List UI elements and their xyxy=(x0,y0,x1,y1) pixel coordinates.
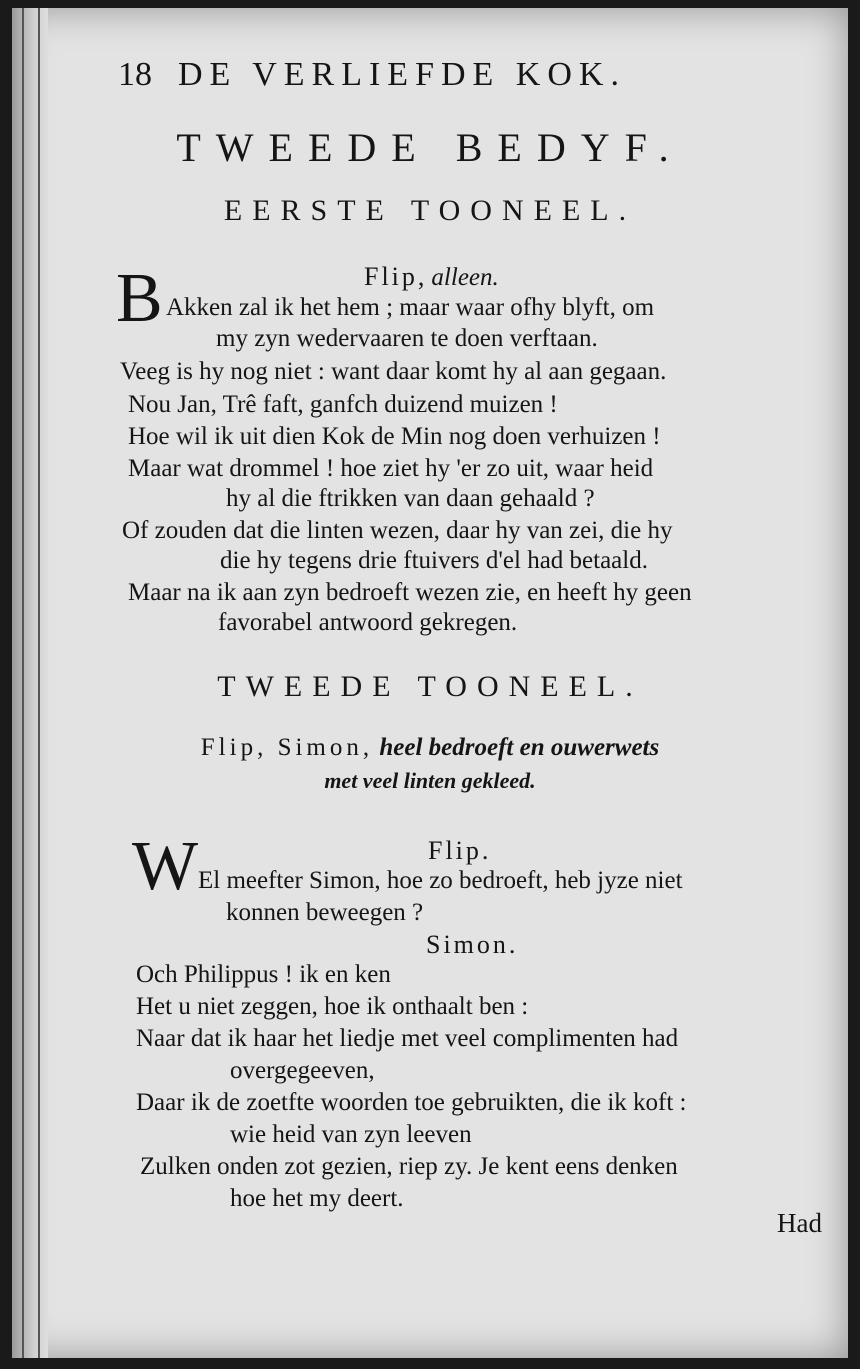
drop-cap: B xyxy=(116,260,163,337)
drop-cap: W xyxy=(132,828,199,905)
speaker-name: Flip. xyxy=(428,836,492,865)
verse-line: Maar wat drommel ! hoe ziet hy 'er zo uit, waar heid xyxy=(128,455,654,482)
speaker-name: Simon. xyxy=(426,930,519,959)
running-title: DE VERLIEFDE KOK. xyxy=(178,56,626,93)
verse-line: die hy tegens drie ftuivers d'el had betaald. xyxy=(220,547,648,574)
speaker-heading xyxy=(364,262,499,293)
scene-title: TWEEDE TOONEEL. xyxy=(217,670,643,703)
cast-description-line: met veel linten gekleed. xyxy=(324,768,536,793)
verse-line: overgegeeven, xyxy=(230,1057,375,1084)
verse-line: favorabel antwoord gekregen. xyxy=(218,609,518,636)
verse-line: hy al die ftrikken van daan gehaald ? xyxy=(226,485,595,512)
speaker-name: Flip, xyxy=(364,262,428,291)
verse-line: Maar na ik aan zyn bedroeft wezen zie, en heeft hy geen xyxy=(128,579,692,606)
verse-line: Daar ik de zoetfte woorden toe gebruikten, die ik koft : xyxy=(136,1089,687,1116)
verse-line: Naar dat ik haar het liedje met veel complimenten had xyxy=(136,1025,679,1052)
verse-line: El meefter Simon, hoe zo bedroeft, heb jyze niet xyxy=(198,867,683,894)
verse-line: my zyn wedervaaren te doen verftaan. xyxy=(216,325,598,352)
verse-line: Nou Jan, Trê faft, ganfch duizend muizen ! xyxy=(128,391,558,418)
page-number: 18 xyxy=(118,56,152,93)
verse-line: Of zouden dat die linten wezen, daar hy van zei, die hy xyxy=(122,517,673,544)
verse-line: wie heid van zyn leeven xyxy=(230,1121,472,1148)
cast-names: Flip, Simon, xyxy=(200,734,374,761)
act-title: TWEEDE BEDYF. xyxy=(176,125,684,170)
scene-title: EERSTE TOONEEL. xyxy=(223,194,637,227)
verse-line: Hoe wil ik uit dien Kok de Min nog doen verhuizen ! xyxy=(128,423,661,450)
verse-line: Och Philippus ! ik en ken xyxy=(136,961,391,988)
catchword: Had xyxy=(777,1208,822,1238)
stage-direction: alleen. xyxy=(431,264,499,291)
verse-line: Veeg is hy nog niet : want daar komt hy al aan gegaan. xyxy=(120,358,667,385)
cast-description: heel bedroeft en ouwerwets xyxy=(379,734,660,761)
verse-line: Zulken onden zot gezien, riep zy. Je kent eens denken xyxy=(140,1153,678,1180)
verse-line: Akken zal ik het hem ; maar waar ofhy blyft, om xyxy=(166,294,655,321)
page-header xyxy=(118,56,626,94)
verse-line: Het u niet zeggen, hoe ik onthaalt ben : xyxy=(136,993,529,1020)
cast-list xyxy=(0,734,860,762)
verse-line: hoe het my deert. xyxy=(230,1185,404,1212)
verse-line: konnen beweegen ? xyxy=(226,899,424,926)
